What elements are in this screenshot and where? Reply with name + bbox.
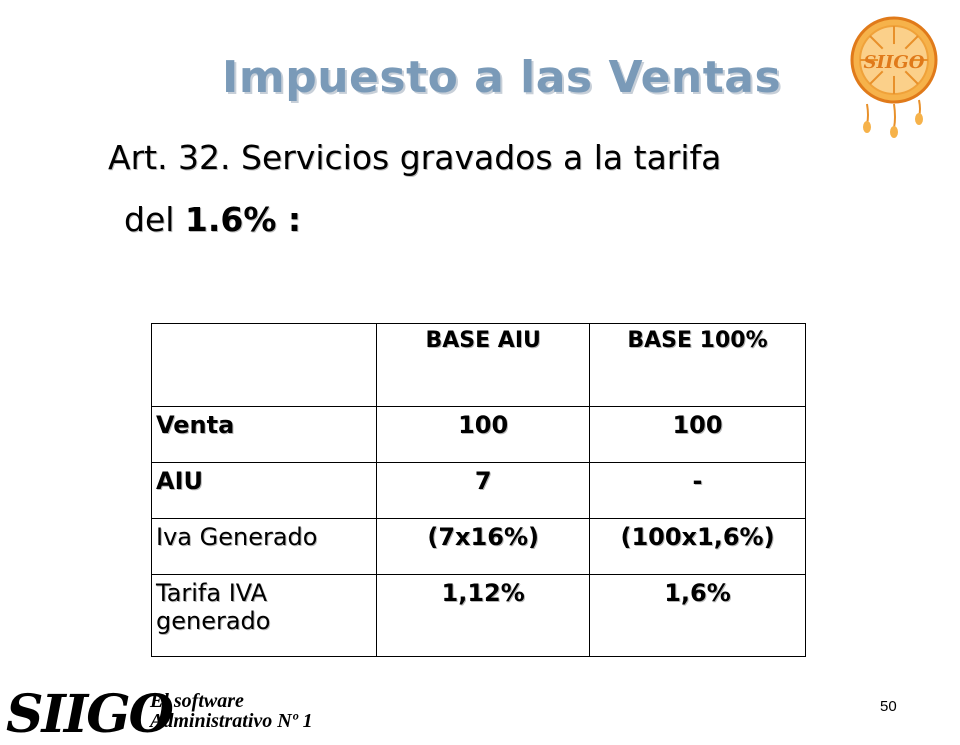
siigo-brand-logo: SIIGO bbox=[6, 684, 172, 745]
row-label: Tarifa IVA generado bbox=[152, 575, 377, 657]
table-row bbox=[152, 463, 806, 519]
row-label: Iva Generado bbox=[152, 519, 377, 575]
table-header-row bbox=[152, 324, 806, 407]
table-row bbox=[152, 407, 806, 463]
siigo-tagline-1: El software bbox=[150, 690, 244, 712]
subtitle-line-1: Art. 32. Servicios gravados a la tarifa bbox=[108, 138, 722, 177]
cell-base-100: 1,6% bbox=[590, 575, 806, 657]
siigo-tagline-2: Administrativo Nº 1 bbox=[150, 710, 313, 732]
subtitle-line-2 bbox=[124, 200, 301, 239]
cell-base-aiu: (7x16%) bbox=[377, 519, 590, 575]
subtitle-line-2-prefix: del bbox=[124, 200, 185, 239]
cell-base-aiu: 1,12% bbox=[377, 575, 590, 657]
header-cell-empty bbox=[152, 324, 377, 407]
row-label: Venta bbox=[152, 407, 377, 463]
cell-base-aiu: 7 bbox=[377, 463, 590, 519]
cell-base-100: (100x1,6%) bbox=[590, 519, 806, 575]
page-number: 50 bbox=[880, 698, 897, 715]
header-base-100: BASE 100% bbox=[590, 324, 806, 407]
comparison-table bbox=[151, 323, 806, 657]
cell-base-aiu: 100 bbox=[377, 407, 590, 463]
table-row bbox=[152, 519, 806, 575]
slide-title: Impuesto a las Ventas bbox=[222, 52, 782, 103]
header-base-aiu: BASE AIU bbox=[377, 324, 590, 407]
table-row bbox=[152, 575, 806, 657]
subtitle-rate: 1.6% : bbox=[184, 200, 302, 239]
cell-base-100: - bbox=[590, 463, 806, 519]
row-label: AIU bbox=[152, 463, 377, 519]
orange-logo-text: SIIGO bbox=[863, 52, 925, 73]
orange-logo-icon bbox=[845, 12, 943, 140]
cell-base-100: 100 bbox=[590, 407, 806, 463]
